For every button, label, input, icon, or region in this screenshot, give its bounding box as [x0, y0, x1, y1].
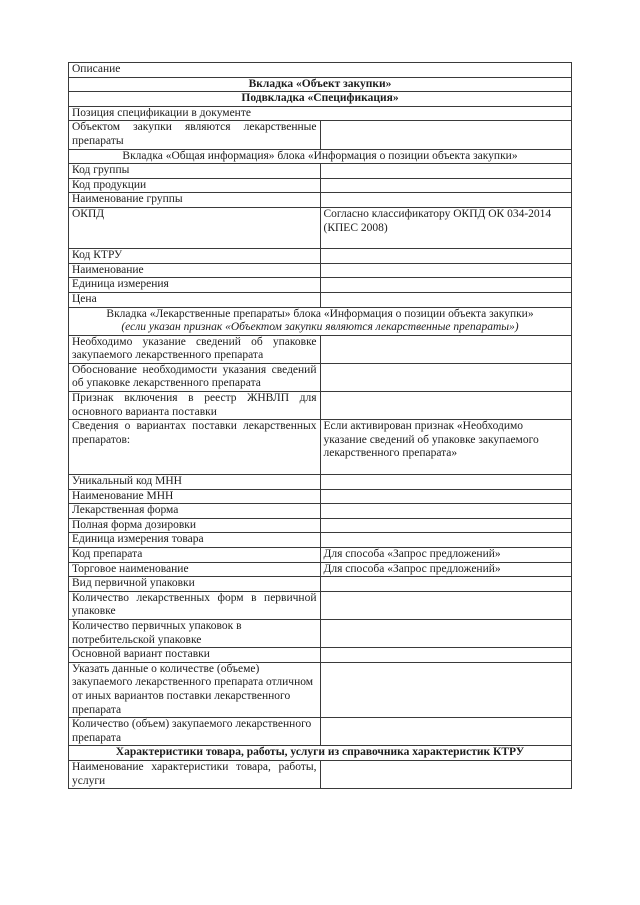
field-value — [320, 648, 572, 663]
field-label: Наименование — [69, 263, 321, 278]
table-row — [69, 121, 572, 149]
table-row — [69, 207, 572, 248]
field-value — [320, 249, 572, 264]
table-row — [69, 278, 572, 293]
field-label: Единица измерения товара — [69, 533, 321, 548]
field-label: Описание — [69, 63, 572, 78]
table-row — [69, 392, 572, 420]
table-row — [69, 92, 572, 107]
field-label: ОКПД — [69, 207, 321, 248]
table-row — [69, 489, 572, 504]
field-value — [320, 475, 572, 490]
section-header — [69, 149, 572, 164]
field-label: Наименование группы — [69, 193, 321, 208]
table-row — [69, 420, 572, 475]
field-label: Количество (объем) закупаемого лекарственного препарата — [69, 718, 321, 746]
section-header-text: Вкладка «Объект закупки» — [248, 77, 392, 90]
table-row — [69, 149, 572, 164]
field-label: Количество первичных упаковок в потребительской упаковке — [69, 619, 321, 647]
field-label: Цена — [69, 292, 321, 307]
table-row — [69, 533, 572, 548]
field-value: Для способа «Запрос предложений» — [320, 548, 572, 563]
section-header — [69, 746, 572, 761]
field-label: Код продукции — [69, 178, 321, 193]
field-value — [320, 760, 572, 788]
field-value — [320, 619, 572, 647]
table-row — [69, 164, 572, 179]
table-row — [69, 363, 572, 391]
field-value — [320, 392, 572, 420]
document-page — [68, 62, 572, 789]
field-label: Необходимо указание сведений об упаковке закупаемого лекарственного препарата — [69, 335, 321, 363]
field-value — [320, 121, 572, 149]
field-label: Наименование характеристики товара, работы, услуги — [69, 760, 321, 788]
section-header-text: Подвкладка «Спецификация» — [241, 92, 399, 105]
table-row — [69, 106, 572, 121]
field-value — [320, 518, 572, 533]
section-header — [69, 92, 572, 107]
table-row — [69, 662, 572, 717]
field-value — [320, 278, 572, 293]
section-header — [69, 307, 572, 335]
table-row — [69, 518, 572, 533]
field-label: Указать данные о количестве (объеме) закупаемого лекарственного препарата отличном от иных вариантов поставки лекарственного препарата — [69, 662, 321, 717]
table-row — [69, 760, 572, 788]
table-row — [69, 591, 572, 619]
table-row — [69, 548, 572, 563]
field-value — [320, 591, 572, 619]
table-row — [69, 263, 572, 278]
field-value — [320, 662, 572, 717]
section-header-text: Вкладка «Общая информация» блока «Информация о позиции объекта закупки» — [122, 149, 518, 162]
table-row — [69, 249, 572, 264]
table-row — [69, 292, 572, 307]
table-row — [69, 504, 572, 519]
field-label: Признак включения в реестр ЖНВЛП для основного варианта поставки — [69, 392, 321, 420]
table-row — [69, 475, 572, 490]
field-value — [320, 504, 572, 519]
field-label: Основной вариант поставки — [69, 648, 321, 663]
field-value — [320, 533, 572, 548]
field-value — [320, 164, 572, 179]
field-value — [320, 292, 572, 307]
section-header-note: (если указан признак «Объектом закупки являются лекарственные препараты») — [121, 321, 519, 334]
table-row — [69, 718, 572, 746]
field-value — [320, 718, 572, 746]
field-label: Объектом закупки являются лекарственные препараты — [69, 121, 321, 149]
table-row — [69, 63, 572, 78]
table-row — [69, 577, 572, 592]
field-label: Обоснование необходимости указания сведений об упаковке лекарственного препарата — [69, 363, 321, 391]
field-label: Код препарата — [69, 548, 321, 563]
field-value — [320, 335, 572, 363]
table-row — [69, 193, 572, 208]
field-label: Наименование МНН — [69, 489, 321, 504]
field-label: Полная форма дозировки — [69, 518, 321, 533]
field-label: Торговое наименование — [69, 562, 321, 577]
field-value — [320, 178, 572, 193]
field-value — [320, 193, 572, 208]
section-header — [69, 77, 572, 92]
field-label: Уникальный код МНН — [69, 475, 321, 490]
table-row — [69, 619, 572, 647]
field-value — [320, 363, 572, 391]
field-value — [320, 577, 572, 592]
field-label: Единица измерения — [69, 278, 321, 293]
table-row — [69, 746, 572, 761]
field-label: Количество лекарственных форм в первичной упаковке — [69, 591, 321, 619]
table-row — [69, 178, 572, 193]
field-label: Позиция спецификации в документе — [69, 106, 572, 121]
table-row — [69, 562, 572, 577]
field-value: Согласно классификатору ОКПД ОК 034-2014 (КПЕС 2008) — [320, 207, 572, 248]
section-header-text: Характеристики товара, работы, услуги из справочника характеристик КТРУ — [115, 746, 525, 759]
field-value — [320, 263, 572, 278]
specification-table — [68, 62, 572, 789]
field-value — [320, 489, 572, 504]
field-label: Лекарственная форма — [69, 504, 321, 519]
field-value: Если активирован признак «Необходимо указание сведений об упаковке закупаемого лекарственного препарата» — [320, 420, 572, 475]
field-label: Код КТРУ — [69, 249, 321, 264]
table-row — [69, 307, 572, 335]
table-row — [69, 335, 572, 363]
table-row — [69, 648, 572, 663]
table-row — [69, 77, 572, 92]
field-label: Вид первичной упаковки — [69, 577, 321, 592]
field-label: Код группы — [69, 164, 321, 179]
field-label: Сведения о вариантах поставки лекарственных препаратов: — [69, 420, 321, 475]
section-header-text: Вкладка «Лекарственные препараты» блока «Информация о позиции объекта закупки» — [106, 307, 534, 320]
field-value: Для способа «Запрос предложений» — [320, 562, 572, 577]
